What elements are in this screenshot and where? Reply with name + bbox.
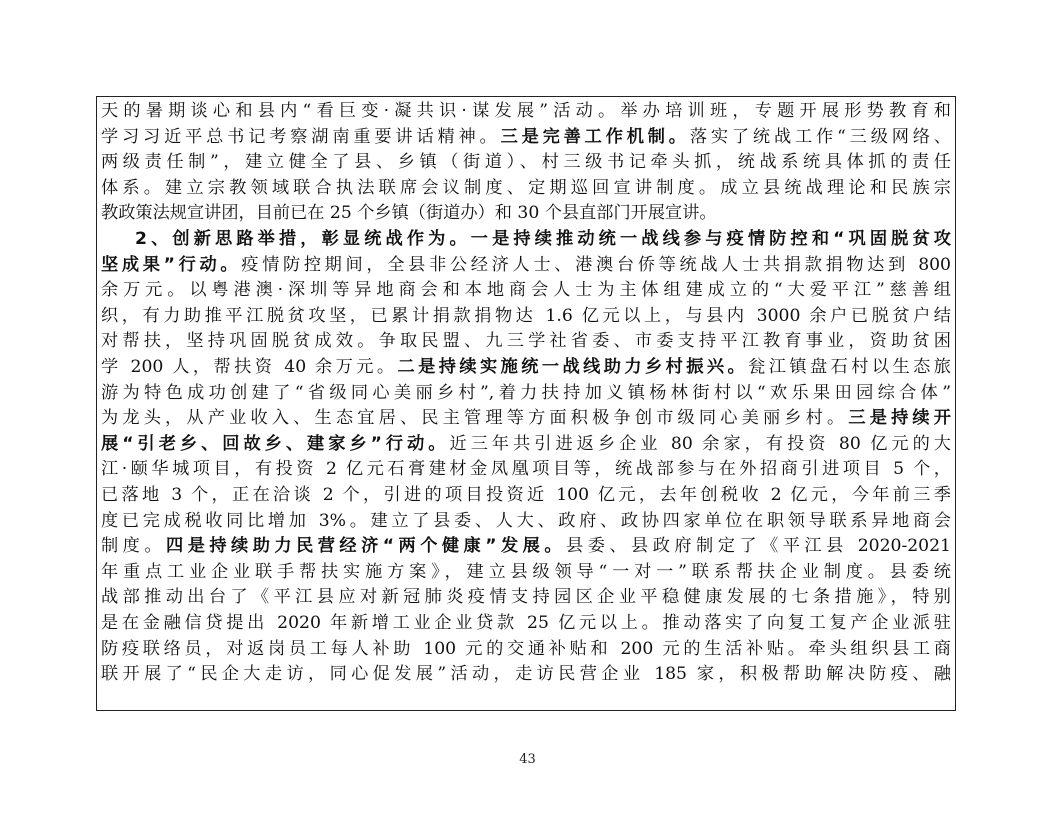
text-segment: 体系。建立宗教领域联合执法联席会议制度、定期巡回宣讲制度。成立县统战理论和民族宗	[101, 177, 951, 198]
bold-text-segment: 三是完善工作机制。	[500, 126, 690, 147]
text-segment: 近三年共引进返乡企业 80 余家，有投资 80 亿元的大	[449, 433, 951, 454]
text-line	[101, 560, 951, 586]
bold-text-segment: 二是持续实施统一战线助力乡村振兴。	[397, 357, 749, 377]
text-segment: 余万元。以粤港澳·深圳等异地商会和本地商会人士为主体组建成立的“大爱平江”慈善组	[101, 280, 951, 301]
text-line	[101, 637, 951, 663]
text-line	[101, 662, 951, 688]
text-segment: 学 200 人，帮扶资 40 余万元。	[101, 357, 398, 377]
text-segment: 疫情防控期间，全县非公经济人士、港澳台侨等统战人士共捐款捐物达到 800	[241, 254, 951, 275]
text-segment: 对帮扶，坚持巩固脱贫成效。争取民盟、九三学社省委、市委支持平江教育事业，资助贫困	[101, 331, 951, 352]
text-segment: 度已完成税收同比增加 3%。建立了县委、人大、政府、政协四家单位在职领导联系异地商会	[101, 510, 951, 531]
bold-text-segment: 三是持续开	[848, 408, 951, 429]
text-line	[101, 534, 951, 560]
text-segment: 瓮江镇盘石村以生态旅	[748, 357, 951, 377]
text-line	[101, 176, 951, 202]
document-frame	[96, 96, 956, 711]
bold-text-segment: 四是持续助力民营经济“两个健康”发展。	[166, 536, 567, 557]
text-line	[101, 611, 951, 637]
text-line	[101, 125, 951, 151]
text-line	[101, 253, 951, 279]
text-line	[101, 483, 951, 509]
text-line	[101, 278, 951, 304]
bold-text-segment: 坚成果”行动。	[101, 254, 242, 275]
text-segment: 已落地 3 个，正在洽谈 2 个，引进的项目投资近 100 亿元，去年创税收 2 亿元，今年前三季	[101, 485, 951, 505]
text-segment: 天的暑期谈心和县内“看巨变·凝共识·谋发展”活动。举办培训班，专题开展形势教育和	[101, 101, 951, 121]
text-segment: 教政策法规宣讲团，目前已在 25 个乡镇（街道办）和 30 个县直部门开展宣讲。	[101, 203, 717, 224]
text-segment: 年重点工业企业联手帮扶实施方案》，建立县级领导“一对一”联系帮扶企业制度。县委统	[101, 561, 951, 582]
text-segment: 防疫联络员，对返岗员工每人补助 100 元的交通补贴和 200 元的生活补贴。牵头组织县工商	[101, 638, 951, 659]
bold-text-segment: 展“引老乡、回故乡、建家乡”行动。	[101, 433, 450, 454]
text-line	[101, 329, 951, 355]
text-segment: 制度。	[101, 536, 167, 557]
page-number: 43	[519, 752, 536, 767]
text-line	[101, 381, 951, 407]
text-segment: 是在金融信贷提出 2020 年新增工业企业贷款 25 亿元以上。推动落实了向复工复产企业派驻	[101, 613, 951, 633]
text-line	[101, 304, 951, 330]
text-segment: 织，有力助推平江脱贫攻坚，已累计捐款捐物达 1.6 亿元以上，与县内 3000 余户已脱贫户结	[101, 305, 951, 326]
text-line	[101, 227, 951, 253]
text-line	[101, 406, 951, 432]
text-line	[101, 355, 951, 381]
text-segment: 落实了统战工作“三级网络、	[689, 126, 951, 147]
text-segment: 学习习近平总书记考察湖南重要讲话精神。	[101, 126, 501, 147]
bold-text-segment: 2、创新思路举措，彰显统战作为。一是持续推动统一战线参与疫情防控和“巩固脱贫攻	[135, 229, 951, 249]
text-segment: 战部推动出台了《平江县应对新冠肺炎疫情支持园区企业平稳健康发展的七条措施》，特别	[101, 587, 951, 608]
text-segment: 县委、县政府制定了《平江县 2020-2021	[566, 536, 951, 557]
text-line	[101, 99, 951, 125]
text-line	[101, 509, 951, 535]
text-line	[101, 201, 951, 227]
text-segment: 游为特色成功创建了“省级同心美丽乡村”,着力扶持加义镇杨林街村以“欢乐果田园综合体”	[101, 382, 951, 403]
text-segment: 为龙头，从产业收入、生态宜居、民主管理等方面积极争创市级同心美丽乡村。	[101, 408, 849, 429]
text-line	[101, 457, 951, 483]
text-segment: 联开展了“民企大走访，同心促发展”活动，走访民营企业 185 家，积极帮助解决防疫、融	[101, 664, 951, 685]
text-line	[101, 150, 951, 176]
text-segment: 两级责任制”，建立健全了县、乡镇（街道）、村三级书记牵头抓，统战系统具体抓的责任	[101, 152, 951, 173]
text-segment: 江·颐华城项目，有投资 2 亿元石膏建材金凤凰项目等，统战部参与在外招商引进项目 5 个，	[101, 459, 951, 480]
text-line	[101, 585, 951, 611]
text-line	[101, 432, 951, 458]
